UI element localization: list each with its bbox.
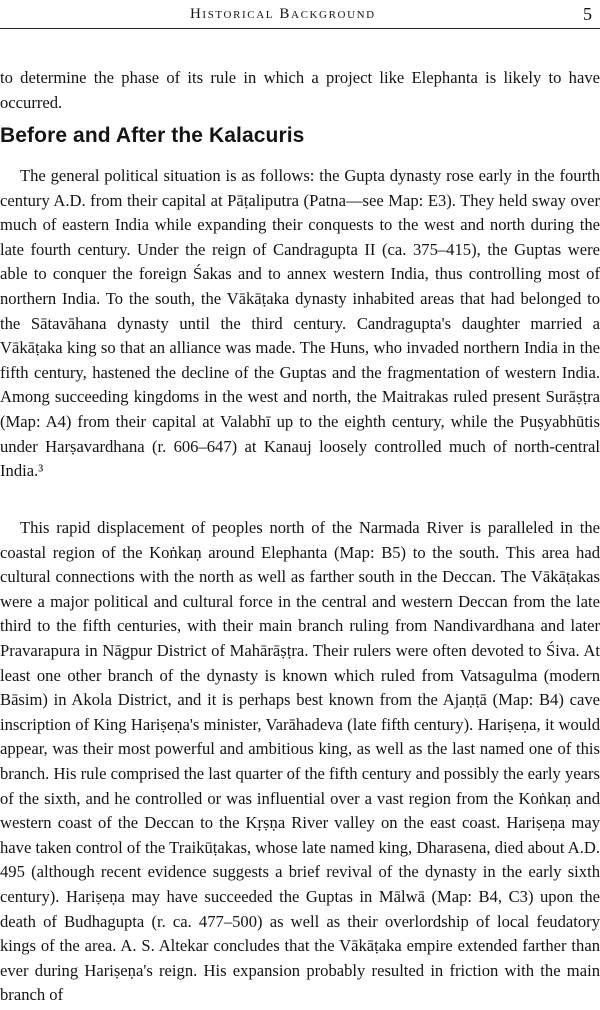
paragraph-koṅkaṇ-region: This rapid displacement of peoples north of the Narmada River is paralleled in the coastal region of the Koṅkaṇ around Elephanta (Map: B5) to the south. This area had cultural connections with the north as well as farther south in the Deccan. The Vākāṭakas were a major political and cultural force in the central and western Deccan from the late third to the fifth centuries, with their main branch ruling from Nandivardhana and later Pravarapura in Nāgpur District of Mahārāṣṭra. Their rulers were often devoted to Śiva. At least one other branch of the dynasty is known which ruled from Vatsagulma (modern Bāsim) in Akola District, and it is perhaps best known from the Ajaṇṭā (Map: B4) cave inscription of King Hariṣeṇa's minister, Varāhadeva (late fifth century). Hariṣeṇa, it would appear, was their most powerful and ambitious king, as well as the last named one of this branch. His rule comprised the last quarter of the fifth century and possibly the early years of the sixth, and he controlled or was influential over a vast region from the Koṅkaṇ and western coast of the Deccan to the Kṛṣṇa River valley on the east coast. Hariṣeṇa may have taken control of the Traikūṭakas, whose late named king, Dharasena, died about A.D. 495 (although recent evidence suggests a brief revival of the dynasty in the early sixth century). Hariṣeṇa may have succeeded the Guptas in Mālwā (Map: B4, C3) upon the death of Budhagupta (r. ca. 477–500) as well as their overlordship of local feudatory kings of the area. A. S. Altekar concludes that the Vākāṭaka empire extended farther than ever during Hariṣeṇa's reign. His expansion probably resulted in friction with the main branch of: [0, 518, 600, 1005]
header-rule: [0, 28, 600, 29]
paragraph-political-situation: The general political situation is as follows: the Gupta dynasty rose early in the fourth century A.D. from their capital at Pāṭaliputra (Patna—see Map: E3). They held sway over much of eastern India while expanding their conquests to the west and north during the late fourth century. Under the reign of Candragupta II (ca. 375–415), the Guptas were able to conquer the foreign Śakas and to annex western India, thus controlling most of northern India. To the south, the Vākāṭaka dynasty inhabited areas that had belonged to the Sātavāhana dynasty until the third century. Candragupta's daughter married a Vākāṭaka king so that an alliance was made. The Huns, who invaded northern India in the fifth century, hastened the decline of the Guptas and the fragmentation of western India. Among succeeding kingdoms in the west and north, the Maitrakas ruled present Surāṣṭra (Map: A4) from their capital at Valabhī up to the eighth century, while the Puṣyabhūtis under Harṣavardhana (r. 606–647) at Kanauj loosely controlled much of north-central India.³: [0, 166, 600, 481]
section-heading: Before and After the Kalacuris: [0, 124, 305, 147]
running-title: Historical Background: [190, 6, 376, 22]
paragraph-continuation: to determine the phase of its rule in which a project like Elephanta is likely to have occurred.: [0, 68, 600, 112]
running-header: [0, 4, 600, 28]
page-number: 5: [583, 4, 592, 24]
